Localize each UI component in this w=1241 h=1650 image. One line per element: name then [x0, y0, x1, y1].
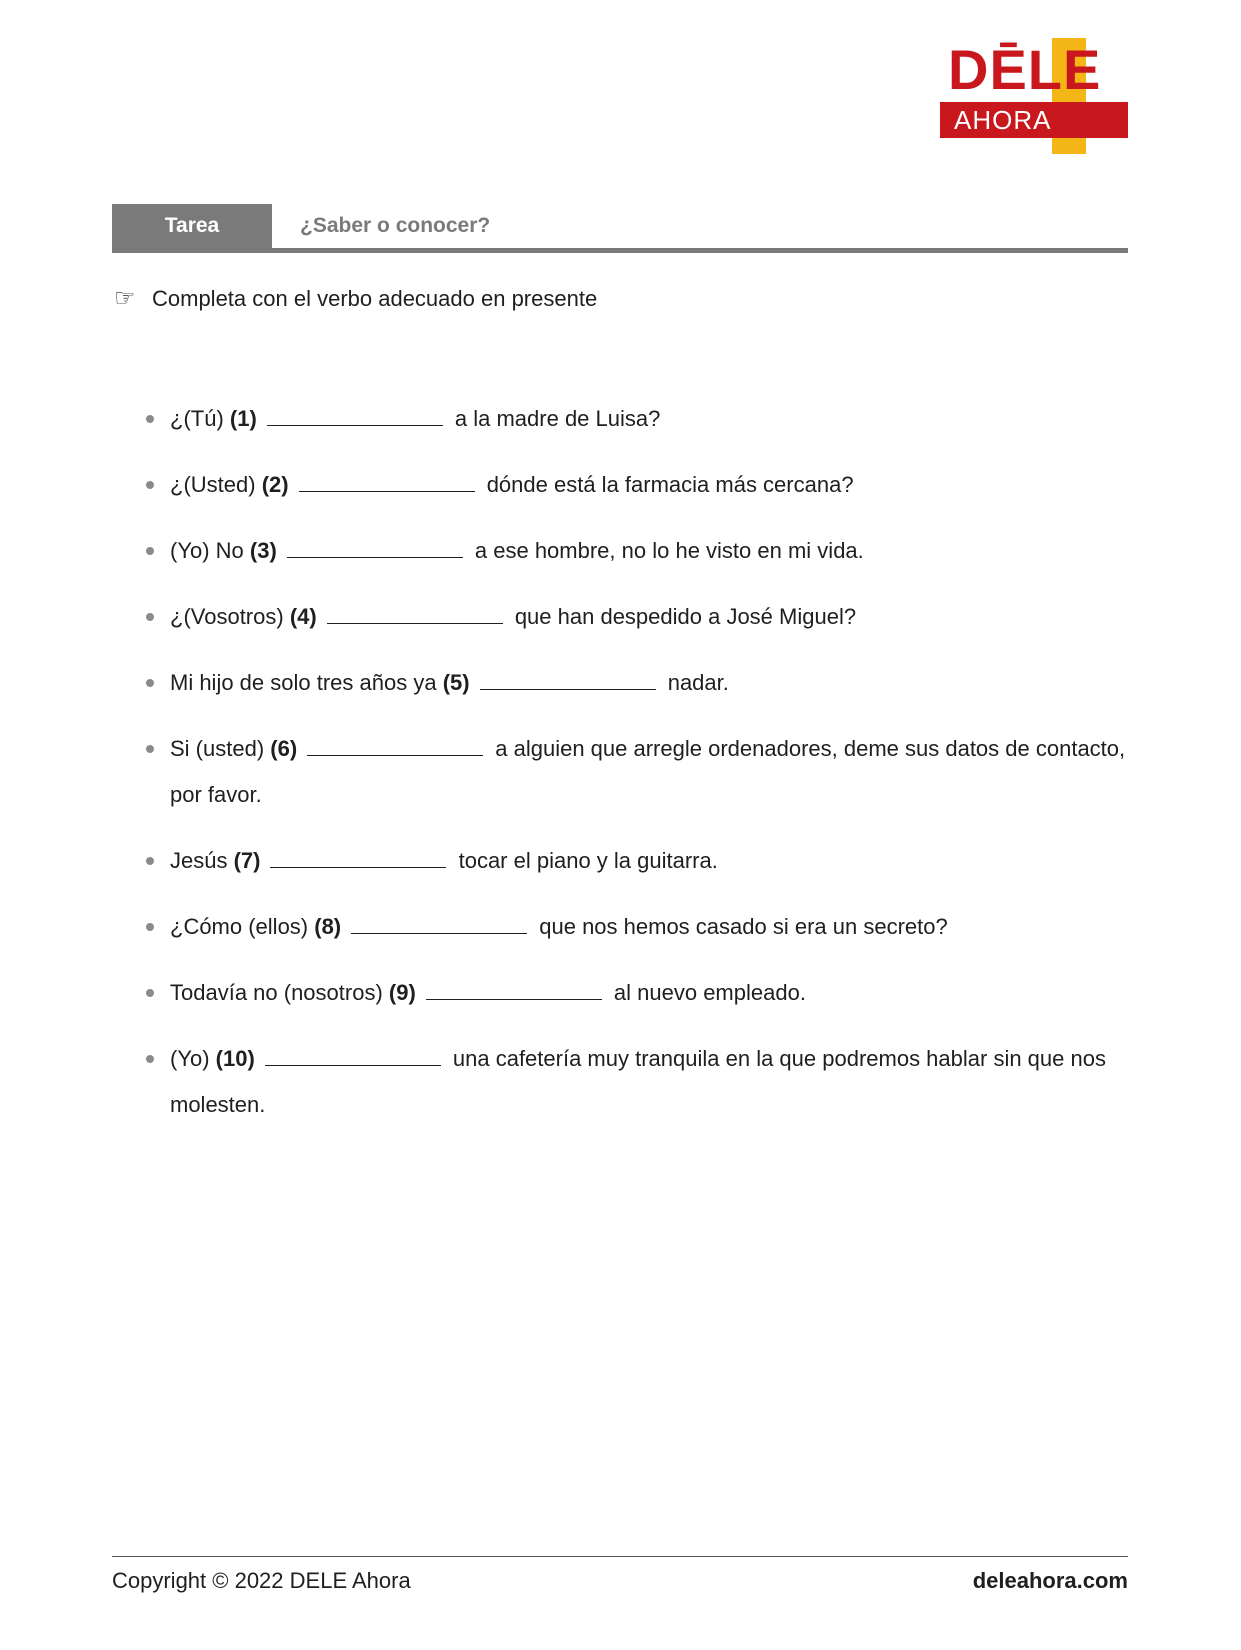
- exercise-text-before: ¿(Vosotros): [170, 604, 290, 629]
- exercise-text-after: a la madre de Luisa?: [448, 406, 661, 431]
- exercise-item: [146, 660, 1128, 706]
- exercise-list: [146, 396, 1128, 1148]
- footer-copyright: Copyright © 2022 DELE Ahora: [112, 1568, 411, 1593]
- exercise-text-after: dónde está la farmacia más cercana?: [480, 472, 854, 497]
- exercise-text-after: que nos hemos casado si era un secreto?: [533, 914, 948, 939]
- exercise-text-after: a ese hombre, no lo he visto en mi vida.: [468, 538, 864, 563]
- answer-blank[interactable]: [480, 669, 656, 690]
- exercise-number: (1): [229, 406, 257, 431]
- exercise-text-after: al nuevo empleado.: [607, 980, 806, 1005]
- exercise-number: (6): [270, 736, 298, 761]
- task-header-rule: [112, 248, 1128, 253]
- bullet-dot: [146, 415, 154, 423]
- exercise-number: (10): [215, 1046, 255, 1071]
- exercise-text-before: ¿Cómo (ellos): [170, 914, 315, 939]
- bullet-dot: [146, 1055, 154, 1063]
- exercise-text-after: que han despedido a José Miguel?: [508, 604, 857, 629]
- bullet-dot: [146, 679, 154, 687]
- logo-subword: AHORA: [954, 105, 1052, 135]
- answer-blank[interactable]: [265, 1045, 441, 1066]
- instruction-text: Completa con el verbo adecuado en presente: [152, 286, 598, 311]
- exercise-item: [146, 594, 1128, 640]
- answer-blank[interactable]: [287, 537, 463, 558]
- dele-ahora-logo: [940, 30, 1130, 155]
- exercise-item: [146, 970, 1128, 1016]
- answer-blank[interactable]: [267, 405, 443, 426]
- exercise-text-after: tocar el piano y la guitarra.: [452, 848, 718, 873]
- exercise-item: [146, 838, 1128, 884]
- exercise-item: [146, 904, 1128, 950]
- answer-blank[interactable]: [307, 735, 483, 756]
- exercise-text-before: Todavía no (nosotros): [170, 980, 389, 1005]
- bullet-dot: [146, 923, 154, 931]
- exercise-text-before: ¿(Usted): [170, 472, 262, 497]
- exercise-text-after: nadar.: [661, 670, 729, 695]
- bullet-dot: [146, 989, 154, 997]
- exercise-number: (4): [289, 604, 317, 629]
- exercise-text-before: (Yo): [170, 1046, 216, 1071]
- exercise-text-before: (Yo) No: [170, 538, 250, 563]
- bullet-dot: [146, 547, 154, 555]
- task-header: [112, 204, 1128, 250]
- exercise-item: [146, 726, 1128, 818]
- footer-site: deleahora.com: [972, 1568, 1128, 1593]
- answer-blank[interactable]: [299, 471, 475, 492]
- exercise-text-after: a alguien que arregle ordenadores, deme sus datos de contacto, por favor.: [170, 736, 1126, 807]
- task-tab-label: Tarea: [112, 204, 272, 250]
- pointing-hand-icon: ☞: [114, 285, 136, 312]
- answer-blank[interactable]: [426, 979, 602, 1000]
- instruction: [114, 284, 597, 314]
- answer-blank[interactable]: [351, 913, 527, 934]
- exercise-text-before: Mi hijo de solo tres años ya: [170, 670, 443, 695]
- exercise-number: (7): [233, 848, 261, 873]
- bullet-dot: [146, 857, 154, 865]
- bullet-dot: [146, 481, 154, 489]
- exercise-text-before: Si (usted): [170, 736, 271, 761]
- exercise-text-before: ¿(Tú): [170, 406, 230, 431]
- exercise-number: (5): [442, 670, 470, 695]
- logo-word: DĒLE: [948, 38, 1102, 101]
- bullet-dot: [146, 745, 154, 753]
- exercise-item: [146, 396, 1128, 442]
- task-title: ¿Saber o conocer?: [300, 214, 491, 237]
- exercise-item: [146, 1036, 1128, 1128]
- footer-rule: [112, 1556, 1128, 1557]
- exercise-text-before: Jesús: [170, 848, 234, 873]
- exercise-item: [146, 528, 1128, 574]
- exercise-item: [146, 462, 1128, 508]
- exercise-text-after: una cafetería muy tranquila en la que podremos hablar sin que nos molesten.: [170, 1046, 1106, 1117]
- answer-blank[interactable]: [270, 847, 446, 868]
- exercise-number: (8): [314, 914, 342, 939]
- exercise-number: (9): [388, 980, 416, 1005]
- exercise-number: (3): [249, 538, 277, 563]
- bullet-dot: [146, 613, 154, 621]
- exercise-number: (2): [261, 472, 289, 497]
- answer-blank[interactable]: [327, 603, 503, 624]
